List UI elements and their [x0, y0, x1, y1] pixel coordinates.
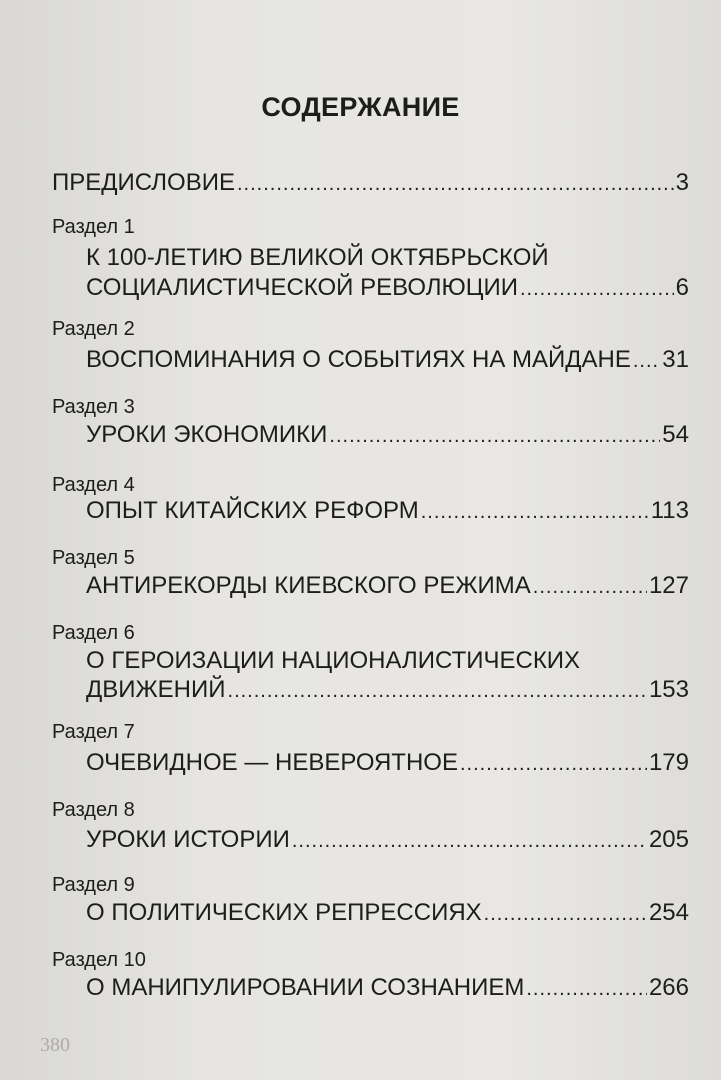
leader-dots [292, 830, 647, 853]
leader-dots [526, 978, 647, 1001]
toc-entry-label: О МАНИПУЛИРОВАНИИ СОЗНАНИЕМ [86, 974, 525, 1001]
toc-page-number: 205 [648, 826, 689, 853]
toc-entry-label: УРОКИ ЭКОНОМИКИ [86, 421, 328, 448]
toc-entry-section-10[interactable] [86, 974, 689, 1002]
toc-entry-section-6[interactable] [86, 676, 689, 704]
toc-entry-section-7[interactable] [86, 749, 689, 777]
toc-entry-label: ПРЕДИСЛОВИЕ [52, 169, 235, 196]
toc-page-number: 179 [648, 749, 689, 776]
leader-dots [421, 501, 649, 524]
toc-entry-title[interactable]: К 100-ЛЕТИЮ ВЕЛИКОЙ ОКТЯБРЬСКОЙ [86, 244, 549, 271]
toc-entry-label: ОПЫТ КИТАЙСКИХ РЕФОРМ [86, 497, 419, 524]
toc-entry-label: ДВИЖЕНИЙ [86, 676, 226, 703]
toc-page-number: 153 [648, 676, 689, 703]
section-heading: Раздел 7 [52, 721, 135, 743]
toc-page-number: 127 [648, 572, 689, 599]
toc-entry-title[interactable]: О ГЕРОИЗАЦИИ НАЦИОНАЛИСТИЧЕСКИХ [86, 647, 581, 674]
toc-entry-section-2[interactable] [86, 346, 689, 374]
toc-entry-section-8[interactable] [86, 826, 689, 854]
bleed-page-number: 380 [40, 1034, 70, 1056]
section-heading: Раздел 8 [52, 799, 135, 821]
leader-dots [484, 903, 647, 926]
toc-entry-label: О ПОЛИТИЧЕСКИХ РЕПРЕССИЯХ [86, 899, 482, 926]
toc-entry-section-4[interactable] [86, 497, 689, 525]
toc-page-number: 266 [648, 974, 689, 1001]
toc-page-number: 254 [648, 899, 689, 926]
section-heading: Раздел 1 [52, 216, 135, 238]
toc-entry-label: ВОСПОМИНАНИЯ О СОБЫТИЯХ НА МАЙДАНЕ [86, 346, 631, 373]
toc-entry-section-5[interactable] [86, 572, 689, 600]
toc-page-number: 54 [662, 421, 689, 448]
toc-entry-label: АНТИРЕКОРДЫ КИЕВСКОГО РЕЖИМА [86, 572, 531, 599]
toc-entry-section-9[interactable] [86, 899, 689, 927]
leader-dots [633, 350, 660, 373]
section-heading: Раздел 2 [52, 318, 135, 340]
toc-entry-preface[interactable] [52, 169, 689, 197]
leader-dots [460, 753, 647, 776]
leader-dots [228, 680, 647, 703]
toc-entry-label: СОЦИАЛИСТИЧЕСКОЙ РЕВОЛЮЦИИ [86, 274, 518, 301]
leader-dots [237, 173, 674, 196]
section-heading: Раздел 6 [52, 622, 135, 644]
section-heading: Раздел 9 [52, 874, 135, 896]
toc-entry-section-1[interactable] [86, 274, 689, 302]
section-heading: Раздел 5 [52, 547, 135, 569]
leader-dots [533, 576, 647, 599]
leader-dots [329, 425, 660, 448]
toc-entry-section-3[interactable] [86, 421, 689, 449]
toc-entry-label: ОЧЕВИДНОЕ — НЕВЕРОЯТНОЕ [86, 749, 458, 776]
leader-dots [520, 278, 674, 301]
section-heading: Раздел 4 [52, 474, 135, 496]
section-heading: Раздел 3 [52, 396, 135, 418]
section-heading: Раздел 10 [52, 949, 146, 971]
toc-page-number: 113 [650, 497, 689, 524]
toc-entry-label: УРОКИ ИСТОРИИ [86, 826, 290, 853]
contents-title: СОДЕРЖАНИЕ [261, 92, 460, 122]
toc-page-number: 31 [662, 346, 689, 373]
toc-page-number: 6 [675, 274, 689, 301]
toc-page-number: 3 [675, 169, 689, 196]
